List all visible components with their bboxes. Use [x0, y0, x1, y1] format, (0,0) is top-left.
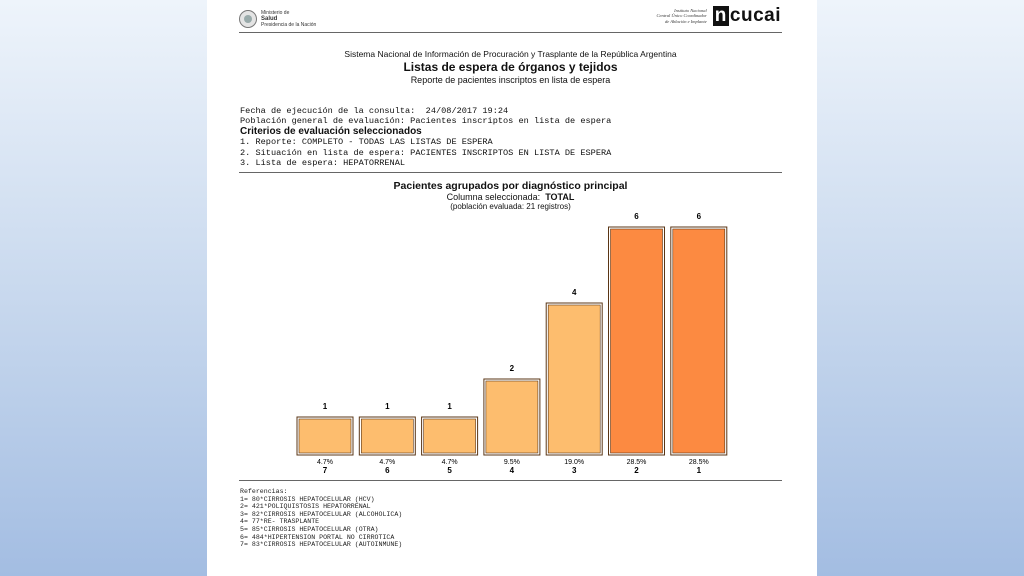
logo-rest: cucai: [729, 5, 781, 26]
criteria-item: 3. Lista de espera: HEPATORRENAL: [240, 158, 406, 169]
reference-item: 6= 484*HIPERTENSION PORTAL NO CIRROTICA: [240, 533, 395, 541]
reference-item: 3= 82*CIRROSIS HEPATOCELULAR (ALCOHOLICA): [240, 510, 403, 518]
bar-5: [424, 419, 476, 453]
criteria-item: 2. Situación en lista de espera: PACIENTES INSCRIPTOS EN LISTA DE ESPERA: [240, 147, 612, 158]
references: [240, 488, 402, 549]
references-title: Referencias:: [240, 488, 288, 495]
value-label: 4: [571, 288, 577, 297]
reference-item: 1= 80*CIRROSIS HEPATOCELULAR (HCV): [240, 495, 375, 503]
bar-3: [548, 305, 600, 453]
chart-divider: [239, 480, 782, 481]
ministry-line-2: Salud: [261, 16, 278, 22]
percent-label: 28.5%: [688, 459, 709, 466]
category-label: 3: [571, 466, 577, 475]
chart-title: Pacientes agrupados por diagnóstico principal: [393, 180, 628, 192]
percent-label: 28.5%: [626, 459, 647, 466]
value-label: 1: [447, 402, 452, 411]
bar-6: [361, 419, 413, 453]
value-label: 6: [634, 212, 639, 221]
ministry-line-3: Presidencia de la Nación: [261, 22, 317, 28]
percent-label: 4.7%: [317, 459, 333, 466]
percent-label: 4.7%: [379, 459, 396, 466]
reference-item: 4= 77*RE- TRASPLANTE: [240, 518, 320, 526]
percent-label: 19.0%: [564, 459, 585, 466]
page-title: Listas de espera de órganos y tejidos: [403, 60, 618, 74]
value-label: 1: [385, 402, 390, 411]
category-label: 2: [634, 466, 639, 475]
execution-date-label: Fecha de ejecución de la consulta:: [240, 106, 416, 116]
bar-2: [611, 229, 663, 453]
column-label: Columna seleccionada:: [446, 192, 541, 202]
category-label: 5: [447, 466, 452, 475]
institute-line-2: Central Único Coordinador: [656, 13, 707, 19]
category-label: 6: [385, 466, 390, 475]
category-label: 7: [322, 466, 328, 475]
institute-line-1: Instituto Nacional: [674, 7, 707, 13]
institute-line-3: de Ablación e Implante: [665, 18, 707, 24]
value-label: 1: [322, 402, 328, 411]
page-subtitle: Reporte de pacientes inscriptos en lista de espera: [410, 75, 611, 85]
value-label: 6: [696, 212, 702, 221]
percent-label: 9.5%: [503, 459, 520, 466]
chart-population: (población evaluada: 21 registros): [450, 202, 571, 211]
reference-item: 5= 85*CIRROSIS HEPATOCELULAR (OTRA): [240, 525, 379, 533]
percent-label: 4.7%: [441, 459, 458, 466]
reference-item: 2= 421*POLIQUISTOSIS HEPATORRENAL: [240, 503, 371, 511]
value-label: 2: [509, 364, 515, 373]
ministry-line-1: Ministerio de: [261, 10, 290, 16]
category-label: 4: [509, 466, 515, 475]
criteria-title: Criterios de evaluación seleccionados: [240, 125, 422, 137]
report-page: [207, 0, 817, 576]
system-title: Sistema Nacional de Información de Procuración y Trasplante de la República Argentina: [344, 49, 677, 59]
logo-prefix: n: [714, 5, 727, 26]
reference-item: 7= 83*CIRROSIS HEPATOCELULAR (AUTOINMUNE): [240, 541, 403, 549]
bar-7: [299, 419, 351, 453]
bar-4: [486, 381, 538, 453]
category-label: 1: [696, 466, 702, 475]
bar-chart: [207, 0, 817, 480]
population-line: Población general de evaluación: Pacientes inscriptos en lista de espera: [240, 116, 612, 127]
execution-date-value: 24/08/2017 19:24: [425, 106, 509, 116]
bar-1: [673, 229, 725, 453]
criteria-item: 1. Reporte: COMPLETO - TODAS LAS LISTAS DE ESPERA: [240, 137, 493, 148]
column-value: TOTAL: [545, 192, 575, 202]
